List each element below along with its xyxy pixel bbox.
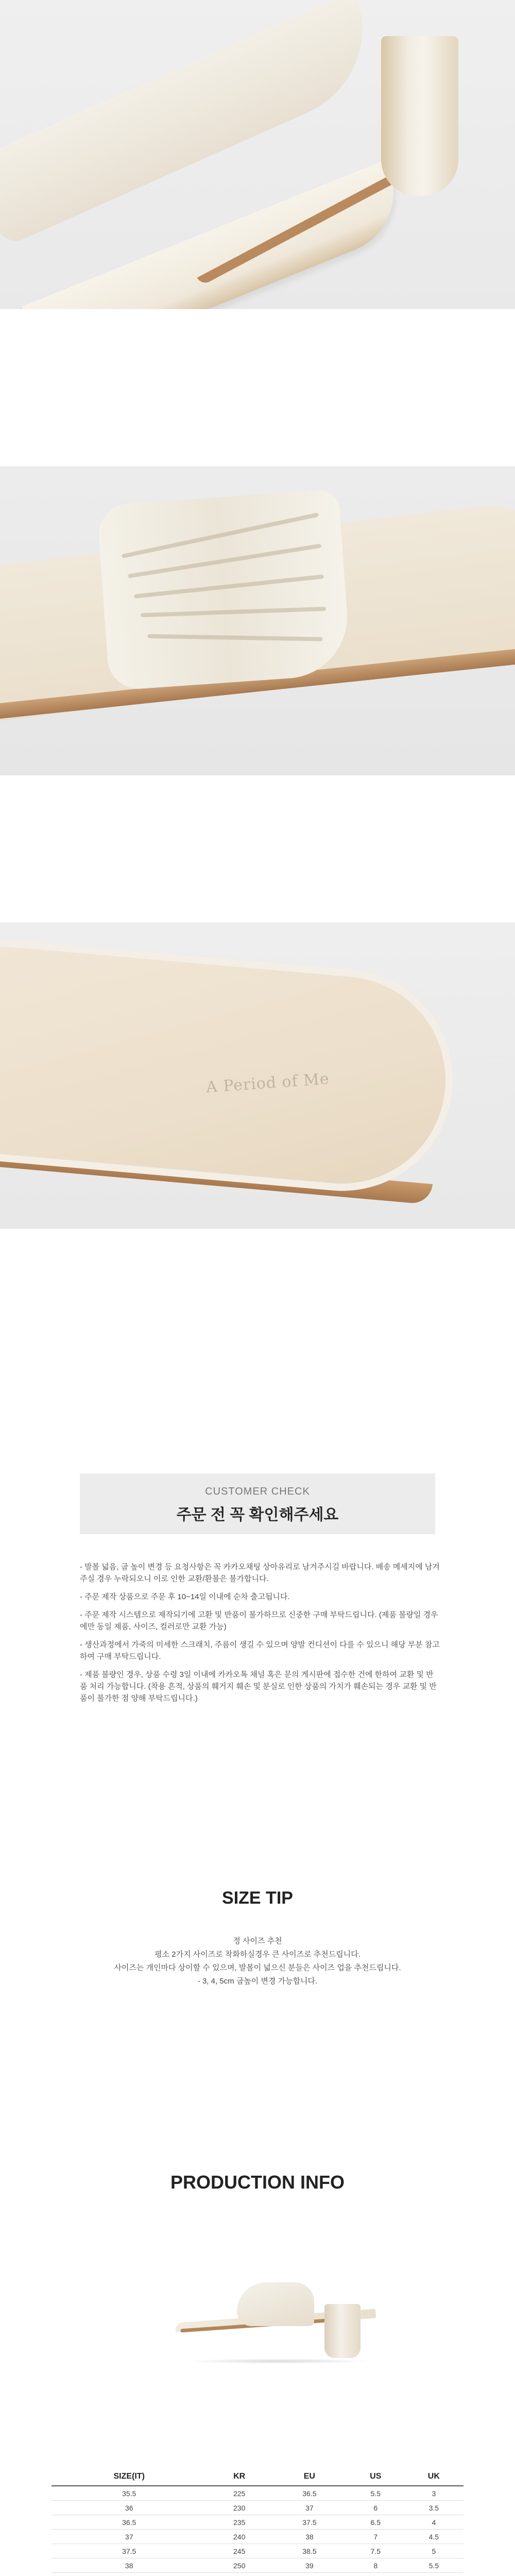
customer-check-subtitle: CUSTOMER CHECK	[205, 1486, 310, 1497]
table-row	[52, 2501, 464, 2515]
table-row	[52, 2486, 464, 2501]
table-cell: 38.5	[272, 2544, 347, 2558]
table-cell: 38	[52, 2558, 207, 2573]
table-cell: 8	[347, 2558, 404, 2573]
table-cell: 3.5	[404, 2501, 464, 2515]
customer-notes	[80, 1561, 440, 1710]
production-info-title: PRODUCTION INFO	[170, 2172, 345, 2193]
table-cell: 245	[207, 2544, 271, 2558]
customer-check-title: 주문 전 꼭 확인해주세요	[176, 1506, 339, 1523]
size-tip-line: 정 사이즈 추천	[233, 1937, 282, 1945]
table-cell: 250	[207, 2558, 271, 2573]
heel-shape	[381, 36, 458, 196]
table-cell: 37.5	[272, 2515, 347, 2530]
note-item: - 제품 불량인 경우, 상품 수령 3일 이내에 카카오톡 채널 혹은 문의 게시판에 접수한 건에 한하여 교환 및 반품 처리 가능합니다. (착용 흔적, 상품의 훼거지 훼손 및 분실로 인한 상품의 가치가 훼손되는 경우 교환 및 반품이 불가한 점 양해 부탁드립니다.)	[80, 1670, 437, 1703]
table-cell: 5.5	[404, 2558, 464, 2573]
product-photo-heel	[0, 0, 515, 309]
product-thumbnail	[170, 2262, 386, 2365]
table-cell: 38	[272, 2530, 347, 2544]
table-cell	[347, 2573, 404, 2576]
size-table-header: SIZE(IT)	[52, 2468, 207, 2486]
table-cell: 37.5	[52, 2544, 207, 2558]
size-table-header: UK	[404, 2468, 464, 2486]
table-row	[52, 2530, 464, 2544]
table-row	[52, 2544, 464, 2558]
size-tip-line: 사이즈는 개인마다 상이할 수 있으며, 발볼이 넓으신 분들은 사이즈 업을 추천드립니다.	[114, 1963, 401, 1972]
table-cell: 39	[272, 2558, 347, 2573]
table-cell: 36	[52, 2501, 207, 2515]
customer-check-box	[80, 1473, 435, 1534]
table-cell: 3	[404, 2486, 464, 2501]
table-cell: 4	[404, 2515, 464, 2530]
product-photo-insole	[0, 922, 515, 1229]
table-cell	[272, 2573, 347, 2576]
table-cell: 4.5	[404, 2530, 464, 2544]
size-tip-line: 평소 2가지 사이즈로 착화하실경우 큰 사이즈로 추천드립니다.	[154, 1950, 360, 1959]
note-item: - 발볼 넓음, 굽 높이 변경 등 요청사항은 꼭 카카오채팅 상아유리로 남겨주시길 바랍니다. 배송 메세지에 남겨주실 경우 누락되오니 이로 인한 교환/환불은 불가합니다.	[80, 1563, 440, 1583]
table-cell	[52, 2573, 207, 2576]
size-tip-title: SIZE TIP	[222, 1888, 293, 1908]
table-cell	[207, 2573, 271, 2576]
table-cell: 37	[272, 2501, 347, 2515]
table-cell	[404, 2573, 464, 2576]
table-cell: 225	[207, 2486, 271, 2501]
table-cell: 5	[404, 2544, 464, 2558]
table-cell: 35.5	[52, 2486, 207, 2501]
table-row	[52, 2558, 464, 2573]
table-cell: 7	[347, 2530, 404, 2544]
pleated-strap-shape	[97, 489, 351, 691]
size-table-header: US	[347, 2468, 404, 2486]
size-table	[52, 2468, 464, 2576]
table-row	[52, 2573, 464, 2576]
size-tip-text	[0, 1935, 515, 1988]
insole-shape	[0, 938, 462, 1200]
size-table-header: EU	[272, 2468, 347, 2486]
table-cell: 5.5	[347, 2486, 404, 2501]
table-cell: 7.5	[347, 2544, 404, 2558]
note-item: - 주문 제작 시스템으로 제작되기에 고환 및 반품이 불가하므로 신중한 구매 부탁드립니다. (제품 불량일 경우에만 동일 제품, 사이즈, 컬러로만 교환 가능)	[80, 1611, 438, 1631]
table-row	[52, 2515, 464, 2530]
product-photo-toe	[0, 466, 515, 775]
note-item: - 주문 제작 상품으로 주문 후 10~14일 이내에 순차 출고됩니다.	[80, 1592, 290, 1601]
table-cell: 230	[207, 2501, 271, 2515]
note-item: - 생산과정에서 가죽의 미세한 스크래치, 주름이 생길 수 있으며 양발 컨디션이 다를 수 있으니 해당 부분 참고하여 구매 부탁드립니다.	[80, 1640, 440, 1661]
table-cell: 36.5	[272, 2486, 347, 2501]
size-table-header: KR	[207, 2468, 271, 2486]
table-cell: 6	[347, 2501, 404, 2515]
size-tip-line: - 3, 4, 5cm 굽높이 변경 가능합니다.	[197, 1977, 318, 1986]
table-cell: 235	[207, 2515, 271, 2530]
insole-logo: A Period of Me	[205, 1070, 330, 1097]
table-cell: 37	[52, 2530, 207, 2544]
table-cell: 6.5	[347, 2515, 404, 2530]
table-cell: 36.5	[52, 2515, 207, 2530]
table-cell: 240	[207, 2530, 271, 2544]
